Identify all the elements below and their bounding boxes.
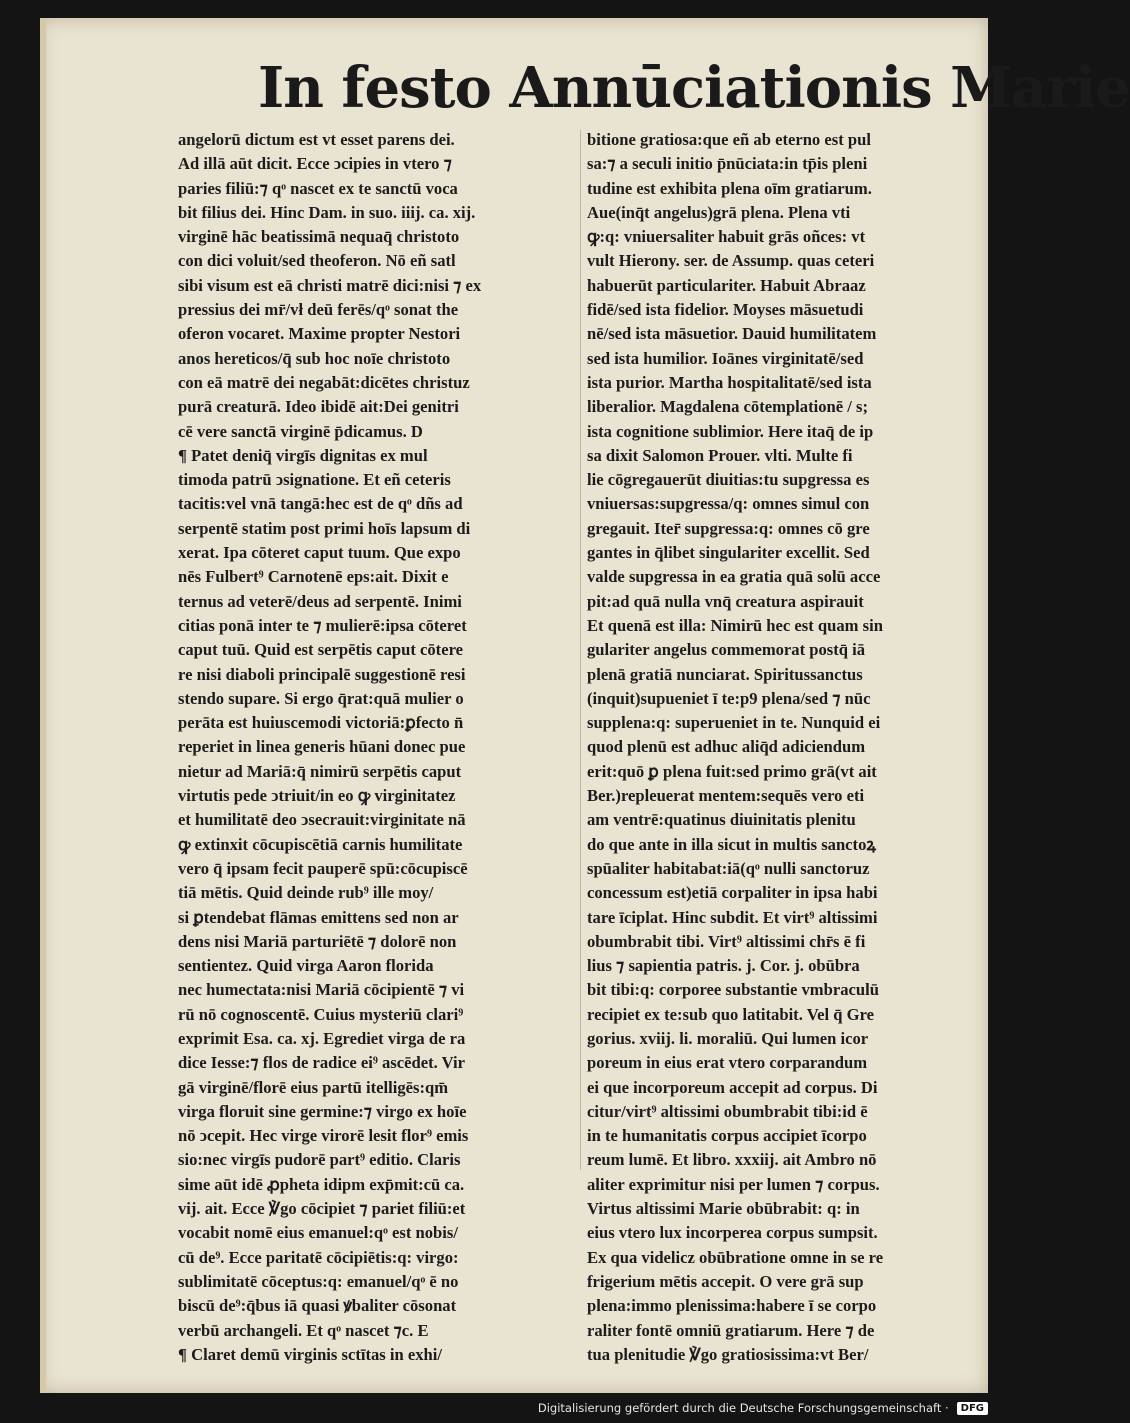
text-line: vult Hierony. ser. de Assump. quas ceteri	[587, 251, 875, 271]
text-line: sa dixit Salomon Prouer. vlti. Multe fi	[587, 445, 853, 465]
text-line: sentientez. Quid virga Aaron florida	[178, 956, 434, 976]
text-line: dice Iesse:⁊ flos de radice ei⁹ ascēdet. Vir	[178, 1053, 465, 1073]
text-line: Virtus altissimi Marie obūbrabit: q: in	[587, 1199, 860, 1219]
text-line: tudine est exhibita plena oīm gratiarum.	[587, 178, 872, 198]
text-line: dens nisi Mariā parturiētē ⁊ dolorē non	[178, 931, 457, 951]
text-line: serpentē statim post primi hoīs lapsum di	[178, 518, 471, 538]
text-line: xerat. Ipa cōteret caput tuum. Que expo	[178, 543, 461, 563]
text-line: plenā gratiā nunciarat. Spiritussanctus	[587, 664, 863, 684]
text-line: ei que incorporeum accepit ad corpus. Di	[587, 1077, 878, 1097]
text-line: con eā matrē dei negabāt:dicētes christuz	[178, 372, 470, 392]
column-divider	[580, 130, 581, 1170]
text-line: ista cognitione sublimior. Here itaq̄ de ip	[587, 421, 874, 441]
text-line: vocabit nomē eius emanuel:qͦ est nobis/	[178, 1223, 458, 1243]
left-text-column	[178, 128, 576, 1367]
text-line: pressius dei mr̄/vł deū ferēs/qͦ sonat the	[178, 300, 459, 320]
text-line: (inquit)supueniet ī te:p9 plena/sed ⁊ nūc	[587, 688, 871, 708]
text-line: ista purior. Martha hospitalitatē/sed ista	[587, 372, 872, 392]
text-line: Ex qua videlicz obūbratione omne in se re	[587, 1247, 884, 1267]
text-line: ꝙ extinxit cōcupiscētiā carnis humilitate	[178, 834, 463, 854]
text-line: liberalior. Magdalena cōtemplationē / s;	[587, 397, 868, 417]
dfg-logo: DFG	[957, 1402, 988, 1415]
text-line: nē/sed ista māsuetior. Dauid humilitatem	[587, 324, 877, 344]
text-line: Ad illā aūt dicit. Ecce ↄcipies in vtero ⁊	[178, 154, 452, 174]
text-line: spūaliter habitabat:iā(qͦ nulli sanctoruz	[587, 858, 870, 878]
text-line: ternus ad veterē/deus ad serpentē. Inimi	[178, 591, 462, 611]
text-line: am ventrē:quatinus diuinitatis plenitu	[587, 810, 856, 830]
text-line: vniuersas:supgressa/q: omnes simul con	[587, 494, 870, 514]
text-line: do que ante in illa sicut in multis sanctoꝝ	[587, 834, 876, 854]
text-line: nēs Fulbert⁹ Carnotenē eps:ait. Dixit e	[178, 567, 449, 587]
text-line: sio:nec virgīs pudorē part⁹ editio. Claris	[178, 1150, 461, 1170]
text-line: angelorū dictum est vt esset parens dei.	[178, 130, 455, 149]
text-line: valde supgressa in ea gratia quā solū acce	[587, 567, 881, 587]
text-line: vero q̄ ipsam fecit pauperē spū:cōcupiscē	[178, 858, 468, 878]
text-line: eius vtero lux incorperea corpus sumpsit.	[587, 1223, 878, 1243]
text-line: habuerūt particulariter. Habuit Abraaz	[587, 275, 866, 295]
text-line: nec humectata:nisi Mariā cōcipientē ⁊ vi	[178, 980, 465, 1000]
text-line: fidē/sed ista fidelior. Moyses māsuetudi	[587, 300, 864, 320]
text-line: verbū archangeli. Et qͦ nascet ⁊c. E	[178, 1320, 429, 1340]
text-line: purā creaturā. Ideo ibidē ait:Dei genitri	[178, 397, 459, 417]
text-line: gantes in q̄libet singulariter excellit. Sed	[587, 543, 870, 563]
text-line: lius ⁊ sapientia patris. j. Cor. j. obūbra	[587, 956, 860, 976]
text-line: gorius. xviij. li. moraliū. Qui lumen icor	[587, 1028, 869, 1048]
text-line: biscū de⁹:q̄bus iā quasi ꝟbaliter cōsonat	[178, 1296, 457, 1316]
text-line: exprimit Esa. ca. xj. Egrediet virga de ra	[178, 1028, 466, 1048]
text-line: tare īciplat. Hinc subdit. Et virt⁹ altissimi	[587, 907, 878, 927]
text-line: concessum est)etiā corpaliter in ipsa habi	[587, 883, 878, 903]
text-line: reperiet in linea generis hūani donec pue	[178, 737, 466, 757]
text-line: sime aūt idē ꝓpheta idipm exp̄mit:cū ca.	[178, 1174, 465, 1194]
text-line: con dici voluit/sed theoferon. Nō eñ satl	[178, 251, 456, 271]
text-line: supplena:q: superueniet in te. Nunquid ei	[587, 713, 881, 733]
text-line: virga floruit sine germine:⁊ virgo ex hoīe	[178, 1101, 467, 1121]
text-line: paries filiū:⁊ qͦ nascet ex te sanctū voca	[178, 178, 458, 198]
text-line: erit:quō ꝑ plena fuit:sed primo grā(vt ait	[587, 761, 877, 781]
text-line: recipiet ex te:sub quo latitabit. Vel q̄ Gre	[587, 1004, 875, 1024]
text-line: sublimitatē cōceptus:q: emanuel/qͦ ē no	[178, 1271, 459, 1291]
text-line: sed ista humilior. Ioānes virginitatē/sed	[587, 348, 864, 368]
text-line: lie cōgregauerūt diuitias:tu supgressa es	[587, 470, 870, 490]
text-line: pit:ad quā nulla vnq̄ creatura aspirauit	[587, 591, 864, 611]
text-line: Aue(inq̄t angelus)grā plena. Plena vti	[587, 202, 851, 222]
text-line: obumbrabit tibi. Virt⁹ altissimi chr̄s ē fi	[587, 931, 866, 951]
text-line: re nisi diaboli principalē suggestionē resi	[178, 664, 466, 684]
text-line: ¶ Patet deniq̄ virgīs dignitas ex mul	[178, 445, 428, 465]
text-line: tacitis:vel vnā tangā:hec est de qͦ dñs ad	[178, 494, 463, 514]
text-line: sa:⁊ a seculi initio p̄nūciata:in tp̄is pleni	[587, 154, 868, 174]
text-line: caput tuū. Quid est serpētis caput cōtere	[178, 640, 463, 660]
text-line: cē vere sanctā virginē p̄dicamus. D	[178, 421, 423, 441]
text-line: anos hereticos/q̄ sub hoc noīe christoto	[178, 348, 451, 368]
text-line: poreum in eius erat vtero corparandum	[587, 1053, 868, 1073]
text-line: nietur ad Mariā:q̄ nimirū serpētis caput	[178, 761, 462, 781]
footer-credit	[538, 1399, 988, 1417]
page-heading: In festo Annūciationis Marie	[258, 55, 1130, 121]
text-line: citias ponā inter te ⁊ mulierē:ipsa cōteret	[178, 615, 467, 635]
text-line: Et quenā est illa: Nimirū hec est quam sin	[587, 615, 883, 635]
text-line: virginē hāc beatissimā nequaq̄ christoto	[178, 227, 460, 247]
text-line: citur/virt⁹ altissimi obumbrabit tibi:id ē	[587, 1101, 868, 1121]
text-line: tiā mētis. Quid deinde rub⁹ ille moy/	[178, 883, 434, 903]
text-line: perāta est huiuscemodi victoriā:ꝑfecto n̄	[178, 713, 464, 733]
text-line: quod plenū est adhuc aliq̄d adiciendum	[587, 737, 866, 757]
text-line: ¶ Claret demū virginis sctītas in exhi/	[178, 1344, 443, 1364]
text-line: rū nō cognoscentē. Cuius mysteriū clari⁹	[178, 1004, 464, 1024]
text-line: Ber.)repleuerat mentem:sequēs vero eti	[587, 786, 865, 806]
text-line: frigerium mētis accepit. O vere grā sup	[587, 1271, 864, 1291]
text-line: raliter fontē omniū gratiarum. Here ⁊ de	[587, 1320, 875, 1340]
text-line: gā virginē/florē eius partū itelligēs:qm̄	[178, 1077, 449, 1097]
text-line: timoda patrū ↄsignatione. Et eñ ceteris	[178, 470, 451, 490]
text-line: aliter exprimitur nisi per lumen ⁊ corpus.	[587, 1174, 880, 1194]
text-line: et humilitatē deo ↄsecrauit:virginitate nā	[178, 810, 466, 830]
funding-credit-text: Digitalisierung gefördert durch die Deutsche Forschungsgemeinschaft ·	[537, 1401, 949, 1415]
text-line: vij. ait. Ecce ℣go cōcipiet ⁊ pariet filiū:et	[178, 1199, 466, 1219]
text-line: gulariter angelus commemorat postq̄ iā	[587, 640, 866, 660]
text-line: plena:immo plenissima:habere ī se corpo	[587, 1296, 877, 1316]
text-line: gregauit. Iter̄ supgressa:q: omnes cō gre	[587, 518, 870, 538]
text-line: oferon vocaret. Maxime propter Nestori	[178, 324, 461, 344]
text-line: bit filius dei. Hinc Dam. in suo. iiij. ca. xij.	[178, 202, 476, 222]
text-line: bitione gratiosa:que eñ ab eterno est pul	[587, 130, 871, 149]
text-line: bit tibi:q: corporee substantie vmbraculū	[587, 980, 879, 1000]
text-line: nō ↄcepit. Hec virge virorē lesit flor⁹ emis	[178, 1126, 469, 1146]
page-edge	[40, 18, 46, 1393]
text-line: tua plenitudie ℣go gratiosissima:vt Ber/	[587, 1344, 869, 1364]
text-line: si ꝑtendebat flāmas emittens sed non ar	[178, 907, 459, 927]
text-line: stendo supare. Si ergo q̄rat:quā mulier o	[178, 688, 464, 708]
text-line: cū de⁹. Ecce paritatē cōcipiētis:q: virgo:	[178, 1247, 459, 1267]
text-line: sibi visum est eā christi matrē dici:nisi ⁊ ex	[178, 275, 482, 295]
text-line: ꝙ:q: vniuersaliter habuit grās oñces: vt	[587, 227, 866, 247]
text-line: in te humanitatis corpus accipiet īcorpo	[587, 1126, 867, 1146]
text-line: reum lumē. Et libro. xxxiij. ait Ambro nō	[587, 1150, 877, 1170]
right-text-column	[587, 128, 953, 1367]
text-line: virtutis pede ↄtriuit/in eo ꝙ virginitatez	[178, 786, 456, 806]
